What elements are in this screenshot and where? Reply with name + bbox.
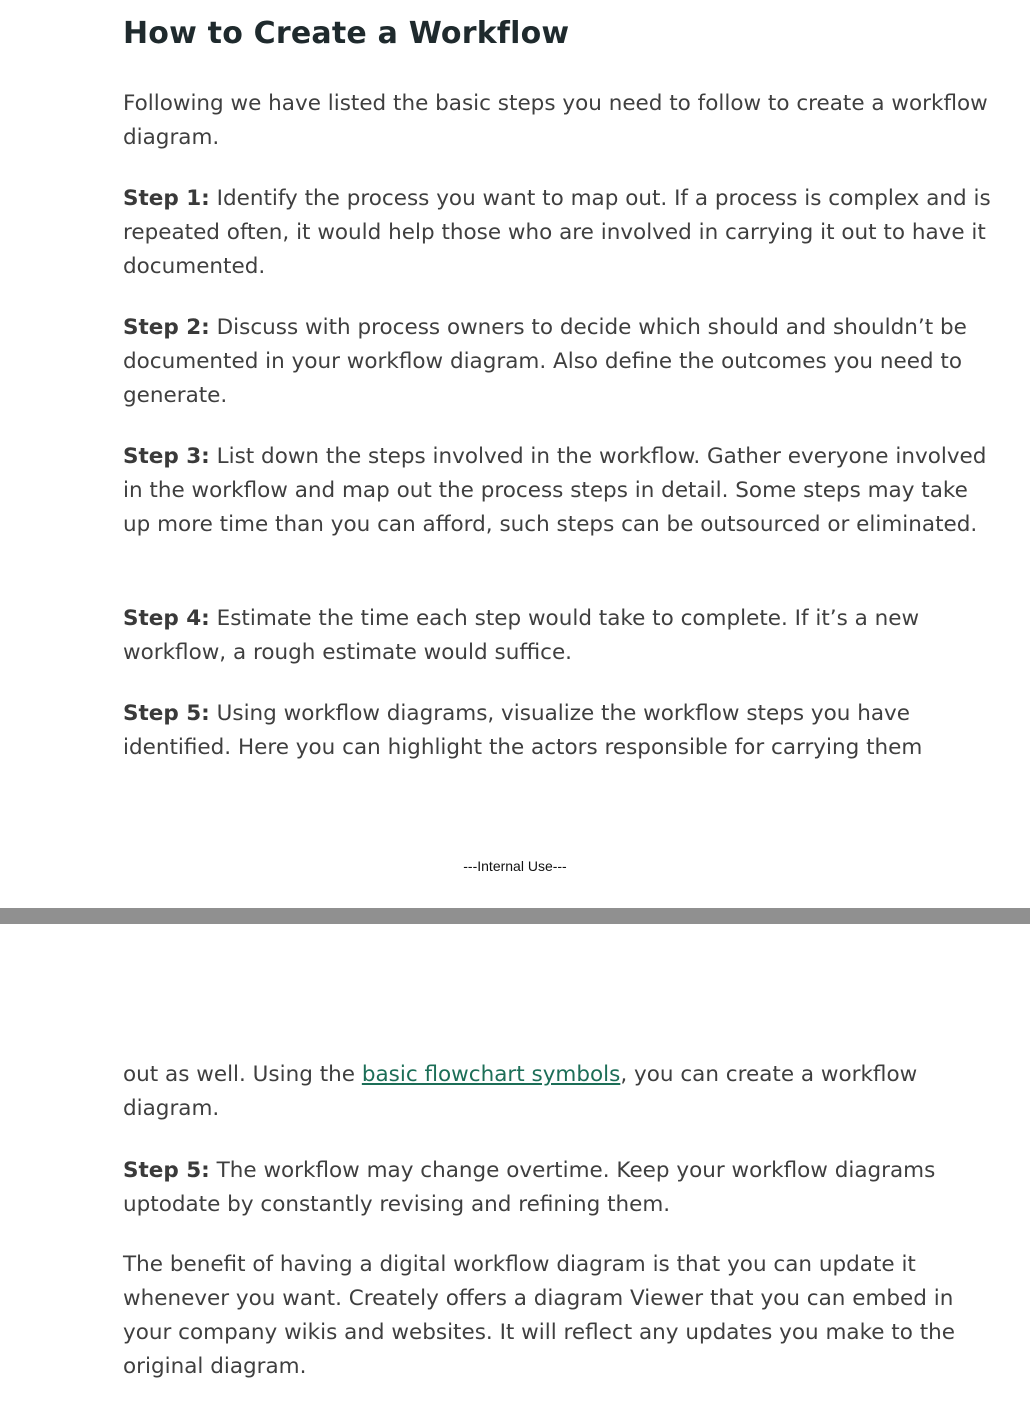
continuation-text-before-link: out as well. Using the: [123, 1062, 362, 1087]
step-3-paragraph: [123, 440, 993, 542]
step-2-paragraph: [123, 311, 993, 413]
step-5b-text: The workflow may change overtime. Keep your workflow diagrams uptodate by constantly revising and refining them.: [123, 1158, 936, 1217]
internal-use-footer: ---Internal Use---: [463, 858, 567, 874]
intro-paragraph: Following we have listed the basic steps you need to follow to create a workflow diagram.: [123, 91, 988, 150]
basic-flowchart-symbols-link[interactable]: basic flowchart symbols: [361, 1062, 621, 1087]
step-3-text: List down the steps involved in the workflow. Gather everyone involved in the workflow and map out the process steps in detail. Some steps may take up more time than you can afford, such steps can be outsourced or eliminated.: [123, 444, 987, 537]
step-1-label: Step 1:: [123, 186, 210, 211]
continuation-text-after-link: , you can create a workflow diagram.: [123, 1062, 918, 1121]
step-4-text: Estimate the time each step would take to complete. If it’s a new workflow, a rough estimate would suffice.: [123, 606, 920, 665]
step-5-label: Step 5:: [123, 701, 210, 726]
step-5-text: Using workflow diagrams, visualize the workflow steps you have identified. Here you can highlight the actors responsible for carrying them: [123, 701, 923, 760]
step-1-paragraph: [123, 182, 993, 284]
step-2-text: Discuss with process owners to decide which should and shouldn’t be documented in your workflow diagram. Also define the outcomes you need to generate.: [123, 315, 967, 408]
closing-paragraph: The benefit of having a digital workflow diagram is that you can update it whenever you want. Creately offers a diagram Viewer that you can embed in your company wikis and websites. It will reflect any updates you make to the original diagram.: [123, 1252, 956, 1379]
step-3-label: Step 3:: [123, 444, 210, 469]
continuation-paragraph: [123, 1058, 993, 1126]
step-5b-label: Step 5:: [123, 1158, 210, 1183]
step-4-label: Step 4:: [123, 606, 210, 631]
step-5-paragraph: [123, 697, 993, 765]
page-title: How to Create a Workflow: [123, 16, 570, 51]
step-1-text: Identify the process you want to map out. If a process is complex and is repeated often, it would help those who are involved in carrying it out to have it documented.: [123, 186, 991, 279]
page-break-divider: [0, 908, 1030, 924]
step-4-paragraph: [123, 602, 993, 670]
document-page-2: [0, 924, 1030, 1404]
step-2-label: Step 2:: [123, 315, 210, 340]
step-5b-paragraph: [123, 1154, 993, 1222]
